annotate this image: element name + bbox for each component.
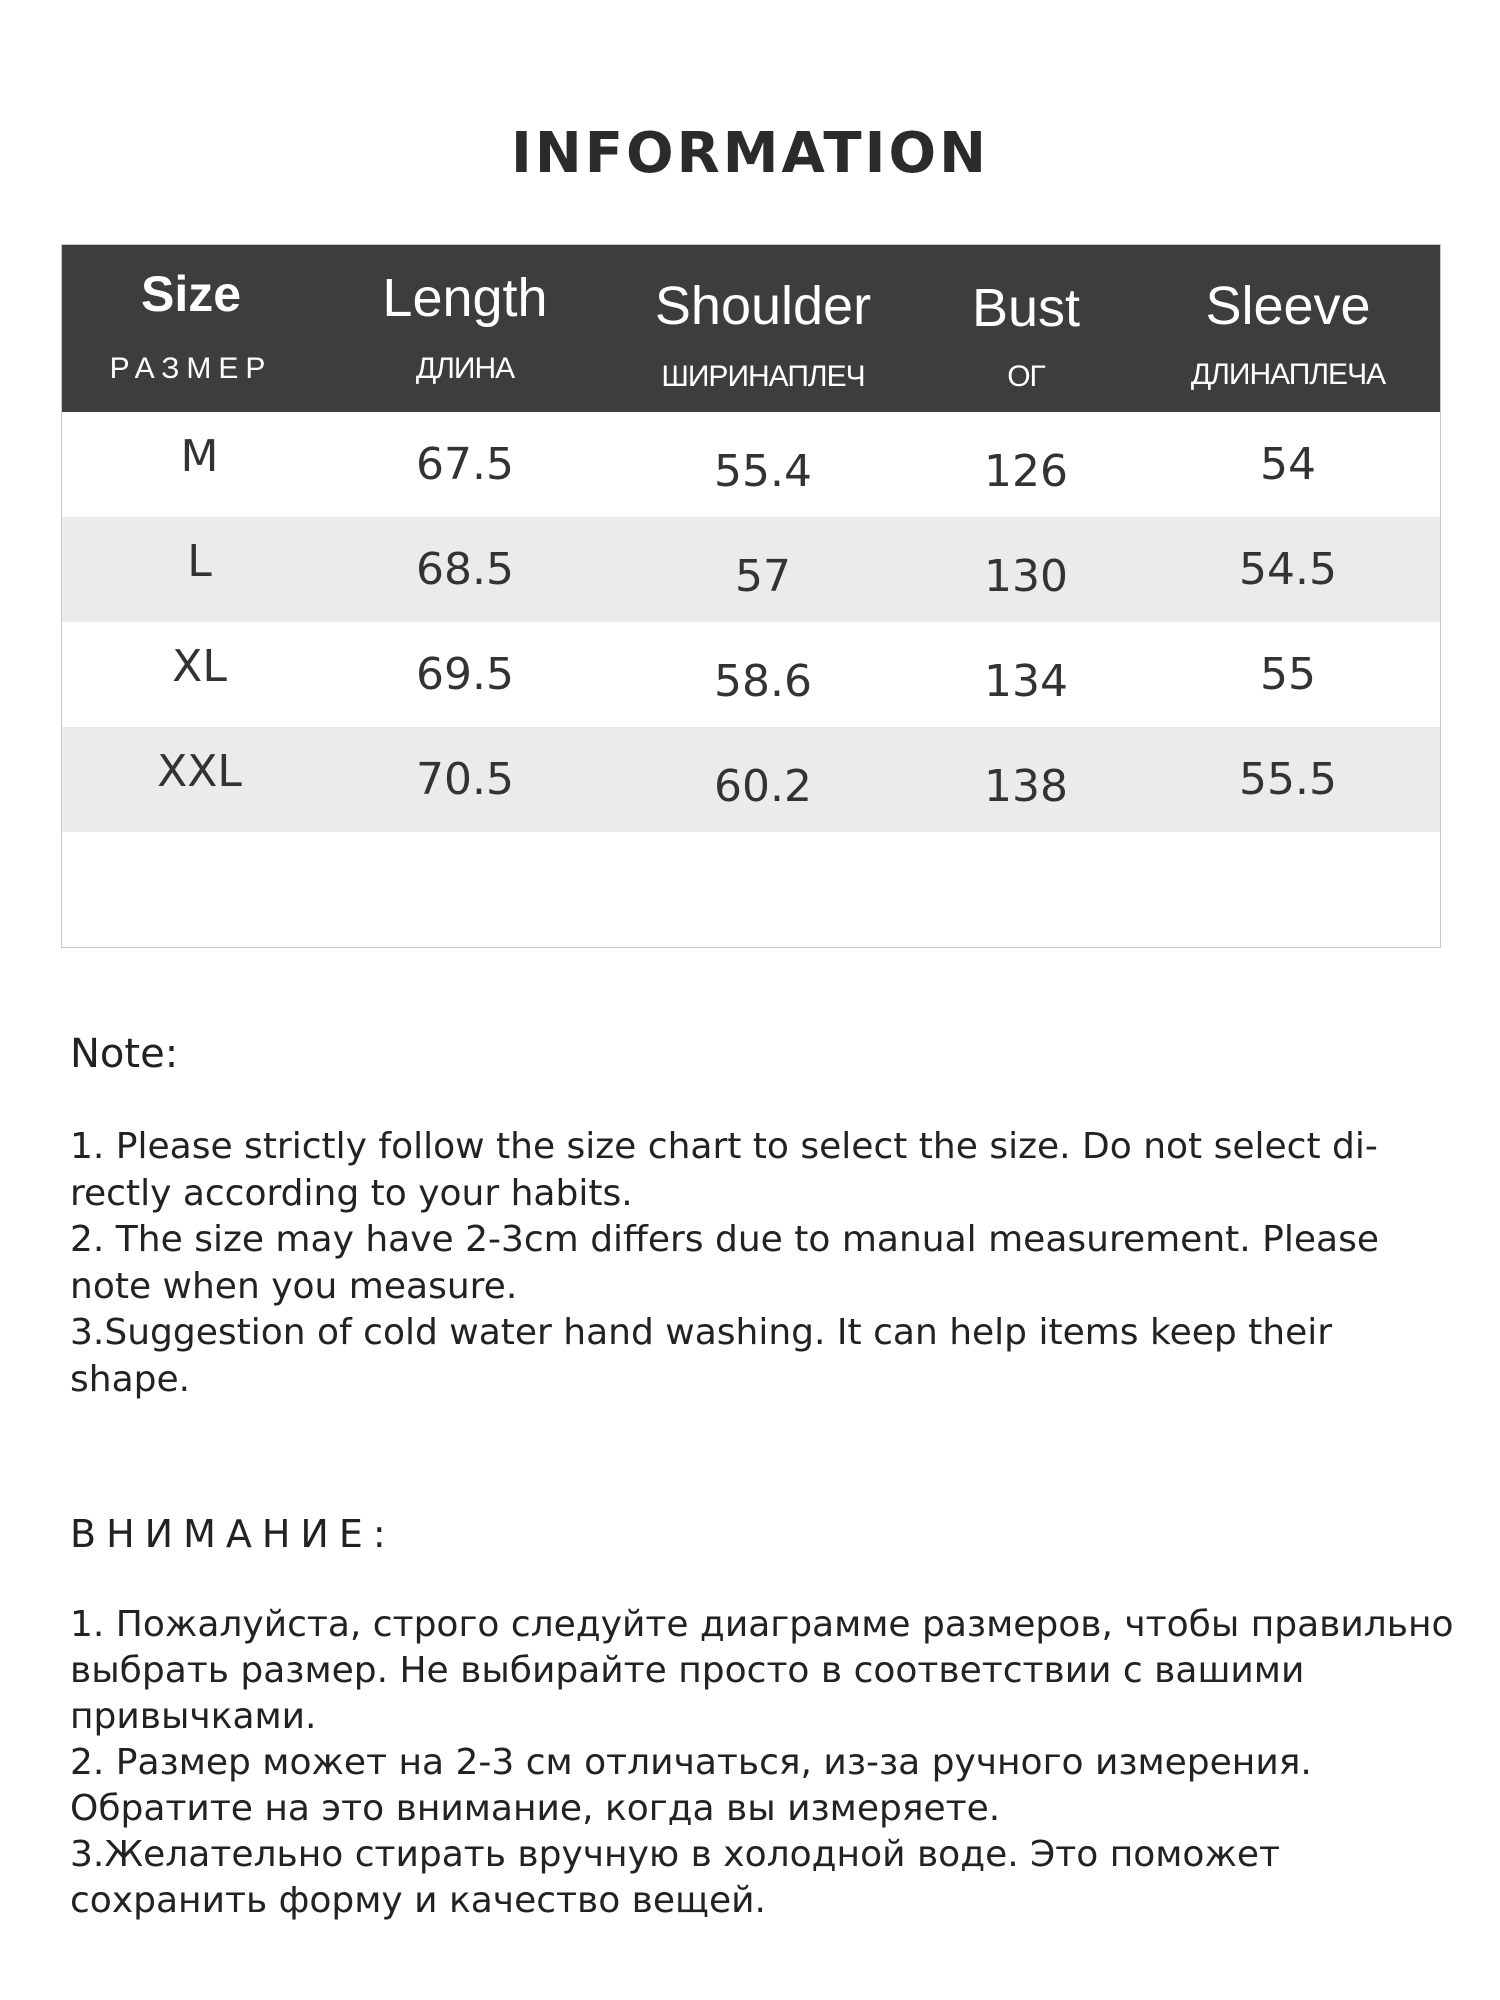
header-sleeve-ru: ДЛИНАПЛЕЧА bbox=[1190, 358, 1386, 391]
table-row bbox=[62, 517, 1440, 622]
note-ru-line: 2. Размер может на 2-3 см отличаться, из-за ручного измерения. bbox=[70, 1742, 1312, 1783]
cell-size: XXL bbox=[157, 746, 242, 797]
header-sleeve-en: Sleeve bbox=[1205, 276, 1371, 336]
cell-length: 68.5 bbox=[416, 544, 514, 595]
size-chart-table bbox=[61, 244, 1441, 948]
table-row bbox=[62, 622, 1440, 727]
cell-bust: 134 bbox=[984, 656, 1068, 707]
note-line: shape. bbox=[70, 1358, 191, 1400]
cell-size: XL bbox=[172, 641, 227, 692]
note-line: 3.Suggestion of cold water hand washing. It can help items keep their bbox=[70, 1312, 1333, 1353]
note-title: Note: bbox=[70, 1031, 179, 1077]
note-ru-line: Обратите на это внимание, когда вы измеряете. bbox=[70, 1788, 1001, 1829]
cell-shoulder: 60.2 bbox=[714, 761, 812, 812]
table-row bbox=[62, 727, 1440, 832]
header-size-ru: РАЗМЕР bbox=[109, 352, 273, 385]
note-line: 2. The size may have 2-3cm differs due to manual measurement. Please bbox=[70, 1219, 1379, 1260]
table-header bbox=[62, 245, 1440, 412]
header-bust bbox=[916, 245, 1136, 412]
header-sleeve bbox=[1136, 245, 1440, 412]
note-ru-line: выбрать размер. Не выбирайте просто в соответствии с вашими bbox=[70, 1650, 1305, 1691]
cell-sleeve: 55.5 bbox=[1239, 754, 1337, 805]
cell-sleeve: 55 bbox=[1260, 649, 1316, 700]
note-ru-title: ВНИМАНИЕ: bbox=[70, 1512, 396, 1556]
note-line: 1. Please strictly follow the size chart to select the size. Do not select di- bbox=[70, 1126, 1378, 1167]
header-bust-en: Bust bbox=[971, 278, 1081, 338]
cell-length: 70.5 bbox=[416, 754, 514, 805]
header-size bbox=[62, 245, 320, 412]
note-line: note when you measure. bbox=[70, 1265, 518, 1307]
note-ru-body bbox=[70, 1602, 1454, 1924]
cell-sleeve: 54 bbox=[1260, 439, 1316, 490]
header-size-en: Size bbox=[140, 266, 242, 322]
cell-length: 69.5 bbox=[416, 649, 514, 700]
header-length-en: Length bbox=[382, 268, 548, 328]
header-length bbox=[320, 245, 610, 412]
note-ru-line: 3.Желательно стирать вручную в холодной воде. Это поможет bbox=[70, 1834, 1280, 1875]
note-ru-line: сохранить форму и качество вещей. bbox=[70, 1880, 766, 1921]
note-ru-line: 1. Пожалуйста, строго следуйте диаграмме размеров, чтобы правильно bbox=[70, 1604, 1454, 1645]
cell-bust: 130 bbox=[984, 551, 1068, 602]
header-shoulder-en: Shoulder bbox=[654, 276, 872, 336]
header-bust-ru: ОГ bbox=[1007, 360, 1045, 393]
cell-bust: 126 bbox=[984, 446, 1068, 497]
cell-shoulder: 55.4 bbox=[714, 446, 812, 497]
header-shoulder bbox=[610, 245, 916, 412]
cell-length: 67.5 bbox=[416, 439, 514, 490]
note-ru-line: привычками. bbox=[70, 1696, 317, 1737]
page-title: INFORMATION bbox=[511, 121, 989, 186]
cell-size: M bbox=[180, 431, 219, 482]
note-line: rectly according to your habits. bbox=[70, 1172, 633, 1214]
header-shoulder-ru: ШИРИНАПЛЕЧ bbox=[661, 360, 865, 393]
header-length-ru: ДЛИНА bbox=[415, 352, 515, 385]
cell-shoulder: 57 bbox=[735, 551, 791, 602]
table-row bbox=[62, 412, 1440, 517]
cell-shoulder: 58.6 bbox=[714, 656, 812, 707]
note-body bbox=[70, 1124, 1400, 1403]
cell-bust: 138 bbox=[984, 761, 1068, 812]
cell-sleeve: 54.5 bbox=[1239, 544, 1337, 595]
cell-size: L bbox=[187, 536, 212, 587]
